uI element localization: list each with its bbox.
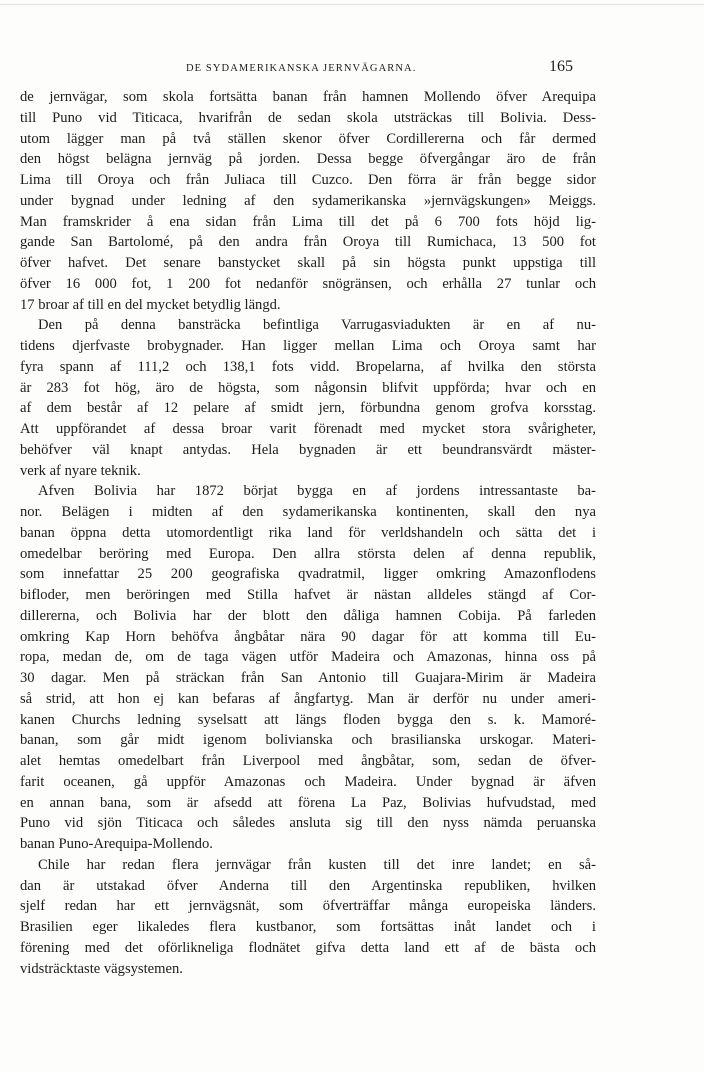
text-line: dillererna, och Bolivia har der blott den dåliga hamnen Cobija. På farleden [20, 607, 596, 624]
text-line: bifloder, men beröringen med Stilla hafvet är nästan alldeles stängd af Cor- [20, 587, 596, 603]
text-line: alet hemtas omedelbart från Liverpool med ångbåtar, som, sedan de öfver- [20, 753, 596, 769]
running-head: DE SYDAMERIKANSKA JERNVÄGARNA. [186, 63, 417, 74]
text-line: banan, som går midt igenom bolivianska och brasilianska urskogar. Materi- [20, 732, 596, 749]
text-line: af dem består af 12 pelare af smidt jern, förbundna genom grofva korsstag. [20, 400, 596, 417]
text-line: Att uppförandet af dessa broar varit förenadt med mycket stora svårigheter, [20, 421, 596, 437]
text-line: till Puno vid Titicaca, hvarifrån de sedan skola utsträckas till Bolivia. Dess- [20, 109, 596, 126]
text-line: omkring Kap Horn behöfva ångbåtar nära 90 dagar för att komma till Eu- [20, 628, 596, 645]
body-text [20, 87, 596, 979]
text-line: behöfver väl knapt antydas. Hela bygnaden är ett beundransvärdt mäster- [20, 441, 596, 458]
text-line: ropa, medan de, om de taga vägen utför Madeira och Amazonas, hinna oss på [20, 649, 596, 666]
text-line: förening med det oförlikneliga flodnätet gifva detta land ett af de bästa och [20, 939, 596, 956]
page-top-edge [0, 4, 704, 5]
text-line: 17 broar af till en del mycket betydlig längd. [20, 296, 281, 313]
text-line: kanen Churchs ledning syselsatt att längs floden bygga den s. k. Mamoré- [20, 711, 596, 728]
text-line: som innefattar 25 200 geografiska qvadratmil, ligger omkring Amazonflodens [20, 566, 596, 583]
text-line: så strid, att hon ej kan befaras af ångfartyg. Man är derför nu under ameri- [20, 690, 596, 707]
text-line: Den på denna bansträcka befintliga Varrugasviadukten är en af nu- [38, 317, 596, 334]
text-line: Afven Bolivia har 1872 börjat bygga en af jordens intressantaste ba- [38, 483, 596, 500]
text-line: den högst belägna jernväg på jorden. Dessa begge öfvergångar äro de från [20, 151, 596, 168]
text-line: Chile har redan flera jernvägar från kusten till det inre landet; en så- [38, 856, 596, 873]
text-line: under bygnad under ledning af den sydamerikanska »jernvägskungen» Meiggs. [20, 192, 596, 209]
text-line: Brasilien eger likaledes flera kustbanor, som fortsättas inåt landet och i [20, 919, 596, 935]
text-line: dan är utstakad öfver Anderna till den Argentinska republiken, hvilken [20, 877, 596, 894]
text-line: öfver 16 000 fot, 1 200 fot nedanför snögränsen, och erhålla 27 tunlar och [20, 275, 596, 292]
text-line: utom lägger man på två ställen skenor öfver Cordillererna och får dermed [20, 130, 596, 147]
text-line: är 283 fot hög, äro de högsta, som någonsin blifvit uppförda; hvar och en [20, 379, 596, 396]
text-line: öfver hafvet. Det senare banstycket skall på sin högsta punkt uppstiga till [20, 255, 596, 271]
text-line: fyra spann af 111,2 och 138,1 fots vidd. Bropelarna, af hvilka den största [20, 358, 596, 375]
text-line: Man framskrider å ena sidan från Lima till det på 6 700 fots höjd lig- [20, 213, 596, 230]
text-line: verk af nyare teknik. [20, 462, 141, 479]
text-line: de jernvägar, som skola fortsätta banan från hamnen Mollendo öfver Arequipa [20, 89, 596, 105]
text-line: vidsträcktaste vägsystemen. [20, 960, 183, 977]
text-line: tidens djerfvaste brobygnader. Han ligger mellan Lima och Oroya samt har [20, 338, 596, 354]
text-line: sjelf redan har ett jernvägsnät, som öfverträffar många europeiska länders. [20, 898, 596, 915]
text-line: gande San Bartolomé, på den andra från Oroya till Rumichaca, 13 500 fot [20, 234, 596, 251]
text-line: omedelbar beröring med Europa. Den allra största delen af denna republik, [20, 545, 596, 562]
text-line: farit oceanen, gå uppför Amazonas och Madeira. Under bygnad är äfven [20, 773, 596, 790]
page-number: 165 [549, 58, 573, 75]
text-line: 30 dagar. Men på sträckan från San Antonio till Guajara-Mirim är Madeira [20, 670, 596, 686]
text-line: Lima till Oroya och från Juliaca till Cuzco. Den förra är från begge sidor [20, 172, 596, 188]
text-line: banan öppna detta utomordentligt rika land för verldshandeln och sätta det i [20, 524, 596, 541]
text-line: nor. Belägen i midten af den sydamerikanska kontinenten, skall den nya [20, 504, 596, 520]
text-line: en annan bana, som är afsedd att förena La Paz, Bolivias hufvudstad, med [20, 794, 596, 811]
page-header [0, 58, 704, 80]
text-line: banan Puno-Arequipa-Mollendo. [20, 836, 213, 852]
text-line: Puno vid sjön Titicaca och således ansluta sig till den nyss nämda peruanska [20, 815, 596, 832]
